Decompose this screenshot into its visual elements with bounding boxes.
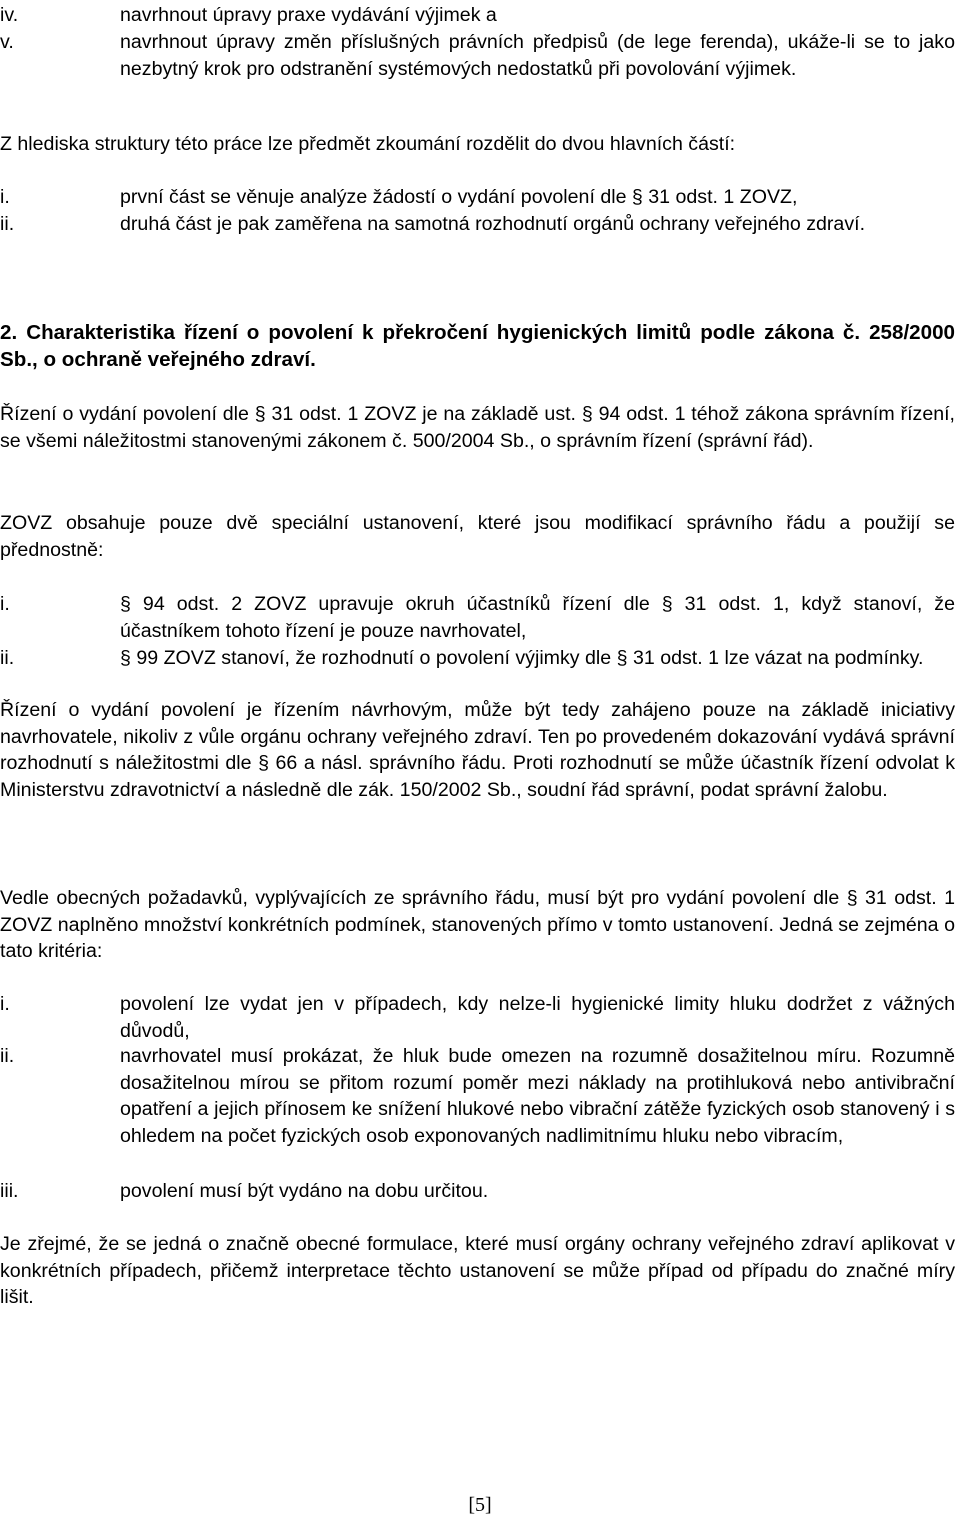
list-number: i. xyxy=(0,593,10,615)
list-item xyxy=(0,1043,955,1149)
list-item xyxy=(0,991,955,1044)
list-text: § 99 ZOVZ stanoví, že rozhodnutí o povolení výjimky dle § 31 odst. 1 lze vázat na podmínky. xyxy=(120,647,924,669)
list-number: iv. xyxy=(0,4,19,26)
section-heading xyxy=(0,319,955,373)
list-text: navrhnout úpravy praxe vydávání výjimek a xyxy=(120,4,497,26)
list-text: první část se věnuje analýze žádostí o vydání povolení dle § 31 odst. 1 ZOVZ, xyxy=(120,186,798,208)
list-text: povolení lze vydat jen v případech, kdy nelze-li hygienické limity hluku dodržet z vážných důvodů, xyxy=(120,993,955,1042)
list-item xyxy=(0,29,955,82)
paragraph-rizeni: Řízení o vydání povolení dle § 31 odst. 1 ZOVZ je na základě ust. § 94 odst. 1 téhož zákona správním řízení, se všemi náležitostmi stanovenými zákonem č. 500/2004 Sb., o správním řízení (správní řád). xyxy=(0,403,955,452)
list-number: ii. xyxy=(0,1045,15,1067)
list-text: navrhovatel musí prokázat, že hluk bude omezen na rozumně dosažitelnou míru. Rozumně dosažitelnou mírou se přitom rozumí poměr mezi náklady na protihluková nebo antivibrační opatření a jejich přínosem ke snížení hlukové nebo vibrační zátěže fyzických osob stanovený i s ohledem na počet fyzických osob exponovaných nadlimitnímu hluku nebo vibracím, xyxy=(120,1045,955,1147)
list-number: iii. xyxy=(0,1180,19,1202)
page-number: [5] xyxy=(468,1494,492,1516)
paragraph-vedle: Vedle obecných požadavků, vyplývajících ze správního řádu, musí být pro vydání povolení dle § 31 odst. 1 ZOVZ naplněno množství konkrétních podmínek, stanovených přímo v tomto ustanovení. Jedná se zejména o tato kritéria: xyxy=(0,887,955,963)
list-number: i. xyxy=(0,186,10,208)
list-text: druhá část je pak zaměřena na samotná rozhodnutí orgánů ochrany veřejného zdraví. xyxy=(120,213,866,235)
list-item xyxy=(0,2,955,29)
section-title: Charakteristika řízení o povolení k překročení hygienických limitů podle zákona č. 258/2000 Sb., o ochraně veřejného zdraví. xyxy=(0,321,955,371)
list-item xyxy=(0,591,955,644)
paragraph-structure: Z hlediska struktury této práce lze předmět zkoumání rozdělit do dvou hlavních částí: xyxy=(0,133,736,155)
paragraph-zovz: ZOVZ obsahuje pouze dvě speciální ustanovení, které jsou modifikací správního řádu a použijí se přednostně: xyxy=(0,512,955,561)
list-text: § 94 odst. 2 ZOVZ upravuje okruh účastníků řízení dle § 31 odst. 1, když stanoví, že účastníkem tohoto řízení je pouze navrhovatel, xyxy=(120,593,955,642)
list-item xyxy=(0,184,955,211)
paragraph-navrhove: Řízení o vydání povolení je řízením návrhovým, může být tedy zahájeno pouze na základě iniciativy navrhovatele, nikoliv z vůle orgánu ochrany veřejného zdraví. Ten po provedeném dokazování vydává správní rozhodnutí s náležitostmi dle § 66 a násl. správního řádu. Proti rozhodnutí se může účastník řízení odvolat k Ministerstvu zdravotnictví a následně dle zák. 150/2002 Sb., soudní řád správní, podat správní žalobu. xyxy=(0,699,955,801)
section-number: 2. xyxy=(0,321,18,344)
list-number: ii. xyxy=(0,647,15,669)
list-number: ii. xyxy=(0,213,15,235)
list-item xyxy=(0,1178,955,1205)
list-number: v. xyxy=(0,31,14,53)
paragraph-final: Je zřejmé, že se jedná o značně obecné formulace, které musí orgány ochrany veřejného zdraví aplikovat v konkrétních případech, přičemž interpretace těchto ustanovení se může případ od případu do značné míry lišit. xyxy=(0,1233,955,1309)
list-text: navrhnout úpravy změn příslušných právních předpisů (de lege ferenda), ukáže-li se to jako nezbytný krok pro odstranění systémových nedostatků při povolování výjimek. xyxy=(120,31,955,80)
list-item xyxy=(0,211,955,238)
list-text: povolení musí být vydáno na dobu určitou. xyxy=(120,1180,489,1202)
list-item xyxy=(0,645,955,672)
list-number: i. xyxy=(0,993,10,1015)
